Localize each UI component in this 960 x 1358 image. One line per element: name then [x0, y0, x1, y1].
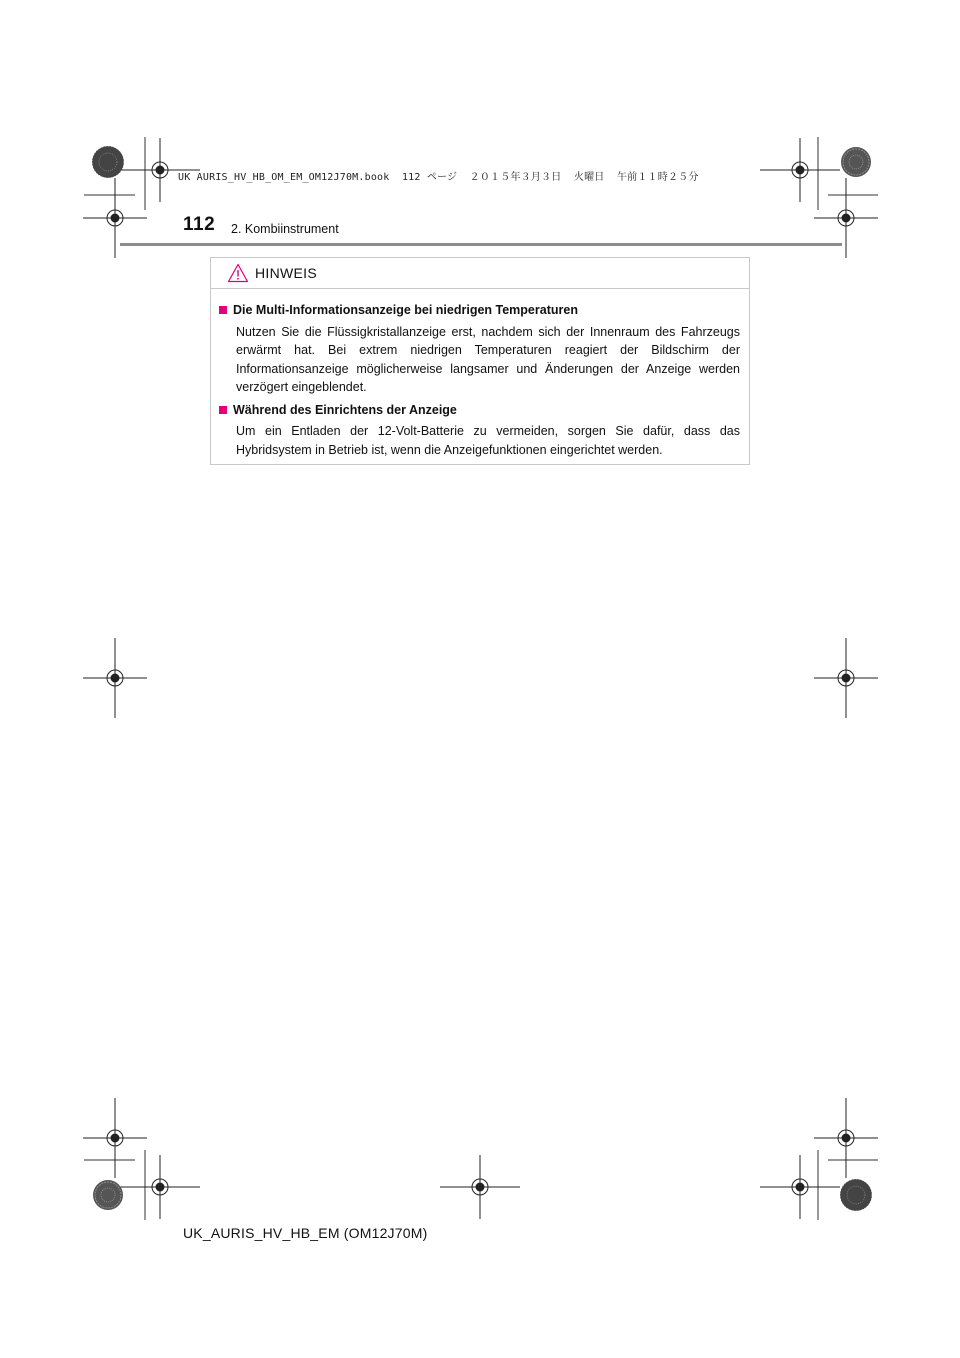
- section-text: Nutzen Sie die Flüssigkristallanzeige erst, nachdem sich der Innenraum des Fahrzeugs erwärmt hat. Bei extrem niedrigen Temperaturen reagiert der Bildschirm der Informationsanzeige möglicherweise langsamer und Änderungen der Anzeige werden verzögert eingeblendet.: [236, 324, 740, 394]
- chapter-title: 2. Kombiinstrument: [231, 222, 339, 236]
- document-code: UK_AURIS_HV_HB_EM (OM12J70M): [183, 1225, 428, 1241]
- section-text: Um ein Entladen der 12-Volt-Batterie zu vermeiden, sorgen Sie dafür, dass das Hybridsystem in Betrieb ist, wenn die Anzeigefunktionen eingerichtet werden.: [236, 424, 740, 457]
- note-section: [219, 301, 740, 397]
- note-header: [211, 258, 749, 289]
- section-heading-text: Die Multi-Informationsanzeige bei niedrigen Temperaturen: [233, 303, 578, 317]
- warning-triangle-icon: [227, 263, 249, 283]
- note-title: HINWEIS: [255, 265, 317, 281]
- square-bullet-icon: [219, 306, 227, 314]
- section-heading-text: Während des Einrichtens der Anzeige: [233, 402, 457, 417]
- header-rule: [120, 243, 842, 246]
- section-heading: [219, 401, 740, 420]
- print-metadata-line: UK AURIS_HV_HB_OM_EM_OM12J70M.book 112 ページ ２０１５年３月３日 火曜日 午前１１時２５分: [178, 172, 699, 183]
- note-section: [219, 401, 740, 460]
- note-body: [211, 289, 749, 459]
- square-bullet-icon: [219, 406, 227, 414]
- section-heading: [219, 301, 740, 320]
- page-number: 112: [183, 214, 216, 235]
- note-box: [210, 257, 750, 465]
